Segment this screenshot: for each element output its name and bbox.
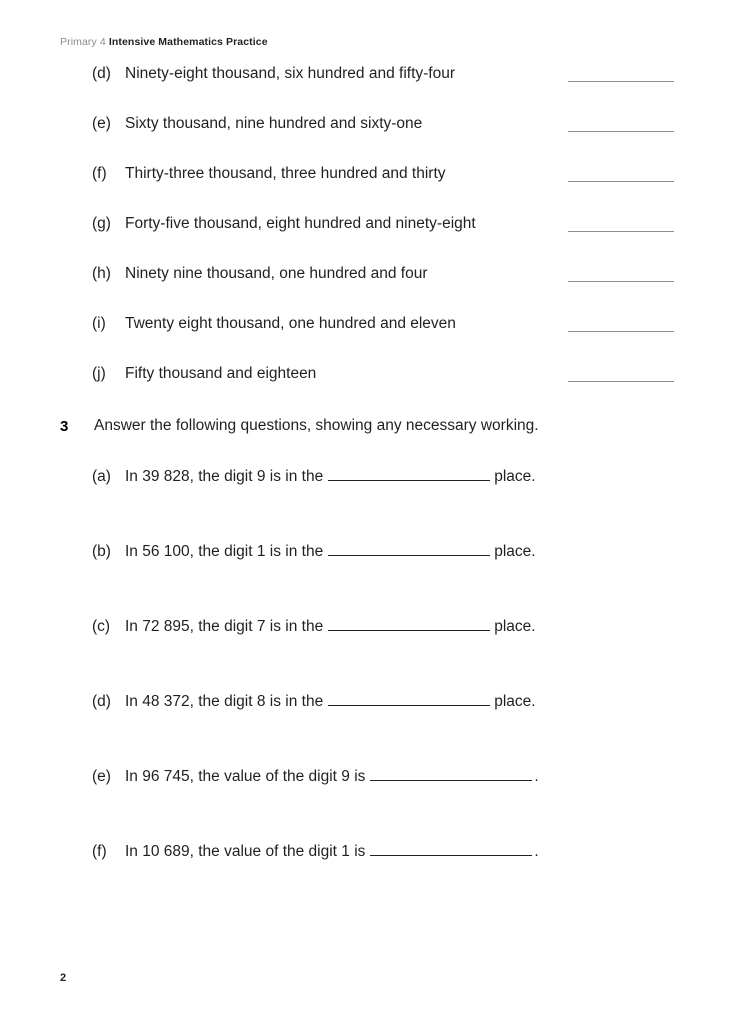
list-item — [0, 313, 748, 335]
list-item — [0, 466, 748, 488]
answer-blank-line[interactable] — [568, 231, 674, 232]
item-label: (i) — [92, 315, 106, 332]
answer-blank-line[interactable] — [568, 81, 674, 82]
fill-in-blank[interactable] — [328, 542, 490, 556]
item-label: (h) — [92, 265, 111, 282]
list-item — [0, 63, 748, 85]
item-sentence — [125, 841, 539, 863]
list-item — [0, 541, 748, 563]
item-sentence — [125, 766, 539, 788]
question-number-3: 3 — [60, 418, 69, 435]
sentence-suffix: . — [534, 843, 539, 860]
item-sentence — [125, 541, 536, 563]
running-header — [60, 36, 268, 48]
sentence-suffix: place. — [494, 618, 536, 635]
answer-blank-line[interactable] — [568, 181, 674, 182]
fill-in-blank[interactable] — [328, 467, 490, 481]
sentence-suffix: place. — [494, 543, 536, 560]
item-label: (j) — [92, 365, 106, 382]
item-text: Ninety nine thousand, one hundred and four — [125, 265, 428, 282]
item-text: Forty-five thousand, eight hundred and ninety-eight — [125, 215, 476, 232]
answer-blank-line[interactable] — [568, 281, 674, 282]
fill-in-blank[interactable] — [328, 617, 490, 631]
answer-blank-line[interactable] — [568, 381, 674, 382]
list-item — [0, 213, 748, 235]
sentence-prefix: In 72 895, the digit 7 is in the — [125, 618, 324, 635]
item-text: Ninety-eight thousand, six hundred and fifty-four — [125, 65, 455, 82]
sentence-prefix: In 10 689, the value of the digit 1 is — [125, 843, 366, 860]
item-label: (d) — [92, 65, 111, 82]
running-header-title: Intensive Mathematics Practice — [108, 36, 268, 48]
page-number: 2 — [60, 972, 67, 984]
sentence-suffix: place. — [494, 693, 536, 710]
item-label: (f) — [92, 843, 107, 860]
fill-in-blank[interactable] — [370, 767, 532, 781]
list-item — [0, 263, 748, 285]
item-label: (a) — [92, 468, 111, 485]
list-item — [0, 841, 748, 863]
question-3-stem: Answer the following questions, showing any necessary working. — [94, 417, 539, 434]
sentence-suffix: place. — [494, 468, 536, 485]
item-label: (e) — [92, 768, 111, 785]
item-label: (g) — [92, 215, 111, 232]
sentence-prefix: In 56 100, the digit 1 is in the — [125, 543, 324, 560]
item-text: Sixty thousand, nine hundred and sixty-one — [125, 115, 423, 132]
item-label: (d) — [92, 693, 111, 710]
sentence-prefix: In 96 745, the value of the digit 9 is — [125, 768, 366, 785]
list-item — [0, 163, 748, 185]
fill-in-blank[interactable] — [328, 692, 490, 706]
list-item — [0, 113, 748, 135]
running-header-series: Primary 4 — [60, 36, 106, 48]
item-sentence — [125, 691, 536, 713]
item-text: Thirty-three thousand, three hundred and thirty — [125, 165, 446, 182]
list-item — [0, 766, 748, 788]
item-label: (c) — [92, 618, 111, 635]
sentence-prefix: In 48 372, the digit 8 is in the — [125, 693, 324, 710]
item-text: Twenty eight thousand, one hundred and eleven — [125, 315, 456, 332]
fill-in-blank[interactable] — [370, 842, 532, 856]
item-label: (b) — [92, 543, 111, 560]
list-item — [0, 691, 748, 713]
answer-blank-line[interactable] — [568, 131, 674, 132]
item-text: Fifty thousand and eighteen — [125, 365, 317, 382]
item-label: (e) — [92, 115, 111, 132]
list-item — [0, 363, 748, 385]
list-item — [0, 616, 748, 638]
item-label: (f) — [92, 165, 107, 182]
item-sentence — [125, 466, 536, 488]
item-sentence — [125, 616, 536, 638]
answer-blank-line[interactable] — [568, 331, 674, 332]
sentence-suffix: . — [534, 768, 539, 785]
sentence-prefix: In 39 828, the digit 9 is in the — [125, 468, 324, 485]
